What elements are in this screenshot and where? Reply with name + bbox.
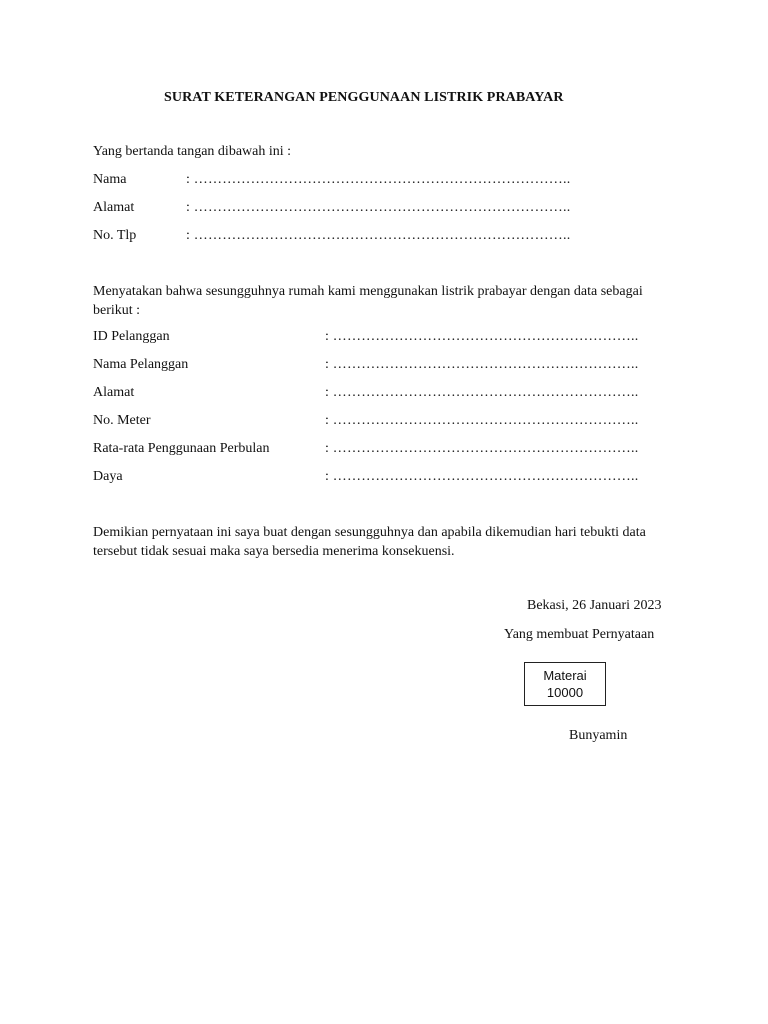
- field-label: Alamat: [93, 385, 135, 400]
- stamp-line-1: Materai: [543, 668, 587, 683]
- place-date: Bekasi, 26 Januari 2023: [527, 598, 662, 613]
- field-blank: : ……………………………………………………………………..: [186, 200, 571, 215]
- field-blank: : ………………………………………………………..: [325, 357, 639, 372]
- field-label: Nama: [93, 172, 127, 187]
- field-label: Daya: [93, 469, 123, 484]
- closing-text: Demikian pernyataan ini saya buat dengan sesungguhnya dan apabila dikemudian hari tebukti data tersebut tidak sesuai maka saya bersedia menerima konsekuensi.: [93, 525, 646, 559]
- materai-stamp-box: [524, 662, 606, 706]
- field-label: Rata-rata Penggunaan Perbulan: [93, 441, 270, 456]
- field-blank: : ………………………………………………………..: [325, 441, 639, 456]
- field-blank: : ………………………………………………………..: [325, 329, 639, 344]
- document-title: SURAT KETERANGAN PENGGUNAAN LISTRIK PRABAYAR: [164, 90, 564, 105]
- field-blank: : ………………………………………………………..: [325, 385, 639, 400]
- field-label: ID Pelanggan: [93, 329, 170, 344]
- field-label: Alamat: [93, 200, 135, 215]
- signer-name: Bunyamin: [569, 728, 628, 743]
- intro-text: Yang bertanda tangan dibawah ini :: [93, 144, 292, 159]
- stamp-line-2: 10000: [546, 685, 584, 700]
- field-blank: : ………………………………………………………..: [325, 469, 639, 484]
- field-label: Nama Pelanggan: [93, 357, 189, 372]
- signer-caption: Yang membuat Pernyataan: [504, 627, 655, 642]
- field-label: No. Tlp: [93, 228, 137, 243]
- field-blank: : ………………………………………………………..: [325, 413, 639, 428]
- field-blank: : ……………………………………………………………………..: [186, 228, 571, 243]
- field-blank: : ……………………………………………………………………..: [186, 172, 571, 187]
- field-label: No. Meter: [93, 413, 151, 428]
- statement-text: Menyatakan bahwa sesungguhnya rumah kami menggunakan listrik prabayar dengan data sebagai berikut :: [93, 284, 643, 318]
